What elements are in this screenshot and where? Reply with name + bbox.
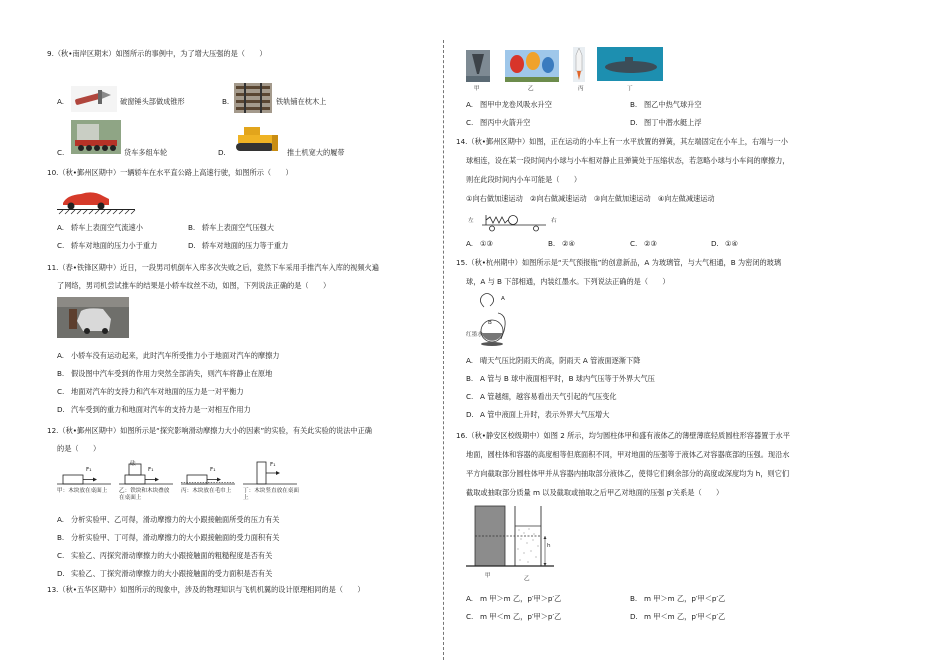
column-divider [443, 40, 444, 660]
q14-right-label: 右 [551, 218, 557, 224]
q15-option-a-letter[interactable]: A. [466, 356, 474, 365]
q9-truck-image [71, 120, 121, 154]
q11-stem-line-1: 11.（春•铁锋区期中）近日，一段男司机倒车入库多次失败之后，竟然下车采用手推汽车入库的视频火遍 [47, 263, 379, 272]
q13-option-d-letter[interactable]: D. [630, 118, 638, 127]
q12-force-label-jia: F₁ [86, 467, 92, 473]
q11-option-c-letter[interactable]: C. [57, 387, 65, 396]
q12-option-b-letter[interactable]: B. [57, 533, 65, 542]
q13-option-c-letter[interactable]: C. [466, 118, 474, 127]
q10-option-c-text: 轿车对地面的压力小于重力 [71, 241, 158, 250]
q16-option-b-letter[interactable]: B. [630, 594, 638, 603]
q11-option-a-letter[interactable]: A. [57, 351, 65, 360]
q12-option-a-text: 分析实验甲、乙可得，滑动摩擦力的大小跟接触面所受的压力有关 [71, 515, 280, 524]
q15-stem-line-2: 球，A 与 B 下部相通，内装红墨水。下列说法正确的是（ ） [466, 277, 670, 286]
q12-caption-ding: 丁：木块竖直放在桌面上 [243, 488, 299, 501]
q10-option-c-letter[interactable]: C. [57, 241, 65, 250]
q16-label-yi: 乙 [524, 576, 530, 582]
q11-stem-line-2: 了网络，男司机尝试推车的结果是小轿车纹丝不动，如图，下列说法正确的是（ ） [57, 281, 331, 290]
q16-cylinder-figure [466, 504, 556, 570]
q11-option-a-text: 小轿车没有运动起来，此时汽车所受推力小于地面对汽车的摩擦力 [71, 351, 280, 360]
q13-label-yi: 乙 [528, 86, 534, 92]
q12-caption-bing: 丙：木块放在毛巾上 [181, 488, 232, 494]
q16-option-a-text: m 甲＞m 乙，p′甲＞p′乙 [480, 594, 562, 603]
q15-option-c-letter[interactable]: C. [466, 392, 474, 401]
q14-stem-line-3: 则在此段时间内小车可能是（ ） [466, 175, 582, 184]
q11-option-c-text: 地面对汽车的支持力和汽车对地面的压力是一对平衡力 [71, 387, 244, 396]
q14-choices: ①向右做加速运动 ②向右做减速运动 ③向左做加速运动 ④向左做减速运动 [466, 194, 715, 203]
q14-option-c-letter[interactable]: C. [630, 239, 638, 248]
q16-label-h: h [547, 543, 551, 549]
q15-option-b-text: A 管与 B 球中液面相平时，B 球内气压等于外界大气压 [480, 374, 655, 383]
q15-option-d-letter[interactable]: D. [466, 410, 474, 419]
q14-stem-line-2: 球相连，设在某一段时间内小球与小车相对静止且弹簧处于压缩状态，若忽略小球与小车间的摩擦力， [466, 156, 790, 165]
q15-label-ink: 红墨水 [466, 332, 483, 338]
q11-push-car-photo [57, 297, 129, 338]
q9-option-a-letter[interactable]: A. [57, 97, 65, 106]
q12-option-d-text: 实验乙、丁探究滑动摩擦力的大小跟接触面的受力面积是否有关 [71, 569, 273, 578]
q10-option-b-letter[interactable]: B. [188, 223, 196, 232]
q16-option-d-text: m 甲＜m 乙，p′甲＜p′乙 [644, 612, 726, 621]
q15-option-b-letter[interactable]: B. [466, 374, 474, 383]
q12-option-b-text: 分析实验甲、丁可得，滑动摩擦力的大小跟接触面的受力面积有关 [71, 533, 280, 542]
q16-stem-line-2: 地面，圆柱体和容器的高度相等但底面积不同，甲对地面的压强等于液体乙对容器底部的压强。现沿水 [466, 450, 790, 459]
q10-stem: 10.（秋•鄞州区期中）一辆轿车在水平直公路上高速行驶，如图所示（ ） [47, 168, 293, 177]
q12-option-c-letter[interactable]: C. [57, 551, 65, 560]
q14-left-label: 左 [468, 218, 474, 224]
q12-force-label-yi: F₁ [148, 467, 154, 473]
q12-caption-jia: 甲：木块放在桌面上 [57, 488, 108, 494]
q10-option-d-text: 轿车对地面的压力等于重力 [202, 241, 289, 250]
q14-option-c-text: ②③ [644, 239, 657, 248]
q10-option-d-letter[interactable]: D. [188, 241, 196, 250]
q15-label-b: B [488, 320, 492, 326]
q9-hammer-image [71, 86, 117, 112]
q13-tornado-image [466, 50, 490, 82]
q9-option-c-letter[interactable]: C. [57, 148, 65, 157]
q9-option-a-text: 破窗锤头部做成锥形 [120, 97, 185, 106]
q14-stem-line-1: 14.（秋•鄞州区期中）如图，正在运动的小车上有一水平放置的弹簧，其左端固定在小车上，右端与一小 [456, 137, 788, 146]
q14-option-b-text: ②④ [562, 239, 575, 248]
q12-force-label-bing: F₁ [210, 467, 216, 473]
q9-stem: 9.（秋•南岸区期末）如图所示的事例中，为了增大压强的是（ ） [47, 49, 267, 58]
q16-option-c-text: m 甲＜m 乙，p′甲＞p′乙 [480, 612, 562, 621]
q13-submarine-image [597, 47, 663, 81]
q10-option-a-letter[interactable]: A. [57, 223, 65, 232]
q11-option-d-text: 汽车受到的重力和地面对汽车的支持力是一对相互作用力 [71, 405, 251, 414]
q13-balloon-image [505, 50, 559, 82]
q10-option-b-text: 轿车上表面空气压强大 [202, 223, 274, 232]
q14-option-a-letter[interactable]: A. [466, 239, 474, 248]
q11-option-b-text: 假设图中汽车受到的作用力突然全部消失，则汽车将静止在原地 [71, 369, 273, 378]
q12-option-c-text: 实验乙、丙探究滑动摩擦力的大小跟接触面的粗糙程度是否有关 [71, 551, 273, 560]
q14-cart-figure [466, 211, 562, 233]
q14-option-b-letter[interactable]: B. [548, 239, 556, 248]
q13-option-d-text: 图丁中潜水艇上浮 [644, 118, 702, 127]
q15-stem-line-1: 15.（秋•杭州期中）如图所示是“天气预报瓶”的创意新品，A 为玻璃管，与大气相通，B 为密闭的玻璃 [456, 258, 782, 267]
q14-option-a-text: ①③ [480, 239, 493, 248]
q9-railway-image [234, 83, 272, 113]
q16-label-jia: 甲 [485, 573, 491, 579]
q13-option-a-text: 图甲中龙卷风吸水升空 [480, 100, 552, 109]
q12-option-a-letter[interactable]: A. [57, 515, 65, 524]
q12-option-d-letter[interactable]: D. [57, 569, 65, 578]
q12-weight-label: 砝 [130, 461, 136, 467]
q13-stem: 13.（秋•五华区期中）如图所示的现象中，涉及的物理知识与飞机机翼的设计原理相同的是（ ） [47, 585, 365, 594]
q13-option-c-text: 图丙中火箭升空 [480, 118, 531, 127]
q14-option-d-text: ①④ [725, 239, 738, 248]
q13-rocket-image [573, 47, 585, 82]
q13-label-jia: 甲 [474, 86, 480, 92]
q14-option-d-letter[interactable]: D. [711, 239, 719, 248]
q15-label-a: A [501, 296, 505, 302]
q16-option-d-letter[interactable]: D. [630, 612, 638, 621]
q12-caption-yi: 乙：铁块和木块叠放在桌面上 [119, 488, 170, 501]
q9-option-d-letter[interactable]: D. [218, 148, 226, 157]
q9-option-d-text: 推土机宽大的履带 [287, 148, 345, 157]
q11-option-d-letter[interactable]: D. [57, 405, 65, 414]
q16-option-c-letter[interactable]: C. [466, 612, 474, 621]
q10-option-a-text: 轿车上表面空气流速小 [71, 223, 143, 232]
q12-force-label-ding: F₁ [270, 462, 276, 468]
q13-option-b-letter[interactable]: B. [630, 100, 638, 109]
q16-option-b-text: m 甲＞m 乙，p′甲＜p′乙 [644, 594, 726, 603]
q16-stem-line-3: 平方向截取部分圆柱体甲并从容器内抽取部分液体乙，使得它们剩余部分的高度或深度均为 h，则它们 [466, 469, 790, 478]
q16-stem-line-1: 16.（秋•静安区校级期中）如图 2 所示，均匀圆柱体甲和盛有液体乙的薄壁薄底轻质圆柱形容器置于水平 [456, 431, 790, 440]
q13-option-a-letter[interactable]: A. [466, 100, 474, 109]
q15-option-d-text: A 管中液面上升时，表示外界大气压增大 [480, 410, 610, 419]
q13-label-ding: 丁 [627, 86, 633, 92]
q13-option-b-text: 图乙中热气球升空 [644, 100, 702, 109]
q11-option-b-letter[interactable]: B. [57, 369, 65, 378]
q13-label-bing: 丙 [578, 86, 584, 92]
q15-option-c-text: A 管越细，越容易看出天气引起的气压变化 [480, 392, 617, 401]
q16-stem-line-4: 截取或抽取部分质量 m 以及截取或抽取之后甲乙对地面的压强 p′关系是（ ） [466, 488, 724, 497]
q12-experiment-figure [57, 458, 297, 486]
q9-bulldozer-image [230, 121, 282, 155]
q16-option-a-letter[interactable]: A. [466, 594, 474, 603]
q12-stem-line-1: 12.（秋•鄞州区期中）如图所示是“探究影响滑动摩擦力大小的因素”的实验，有关此实验的说法中正确 [47, 426, 372, 435]
q9-option-b-text: 铁轨铺在枕木上 [276, 97, 327, 106]
q15-option-a-text: 晴天气压比阴雨天的高，阴雨天 A 管液面逐渐下降 [480, 356, 641, 365]
q9-option-c-text: 货车多组车轮 [124, 148, 168, 157]
q12-stem-line-2: 的是（ ） [57, 444, 101, 453]
q10-car-figure [57, 187, 137, 215]
q9-option-b-letter[interactable]: B. [222, 97, 230, 106]
